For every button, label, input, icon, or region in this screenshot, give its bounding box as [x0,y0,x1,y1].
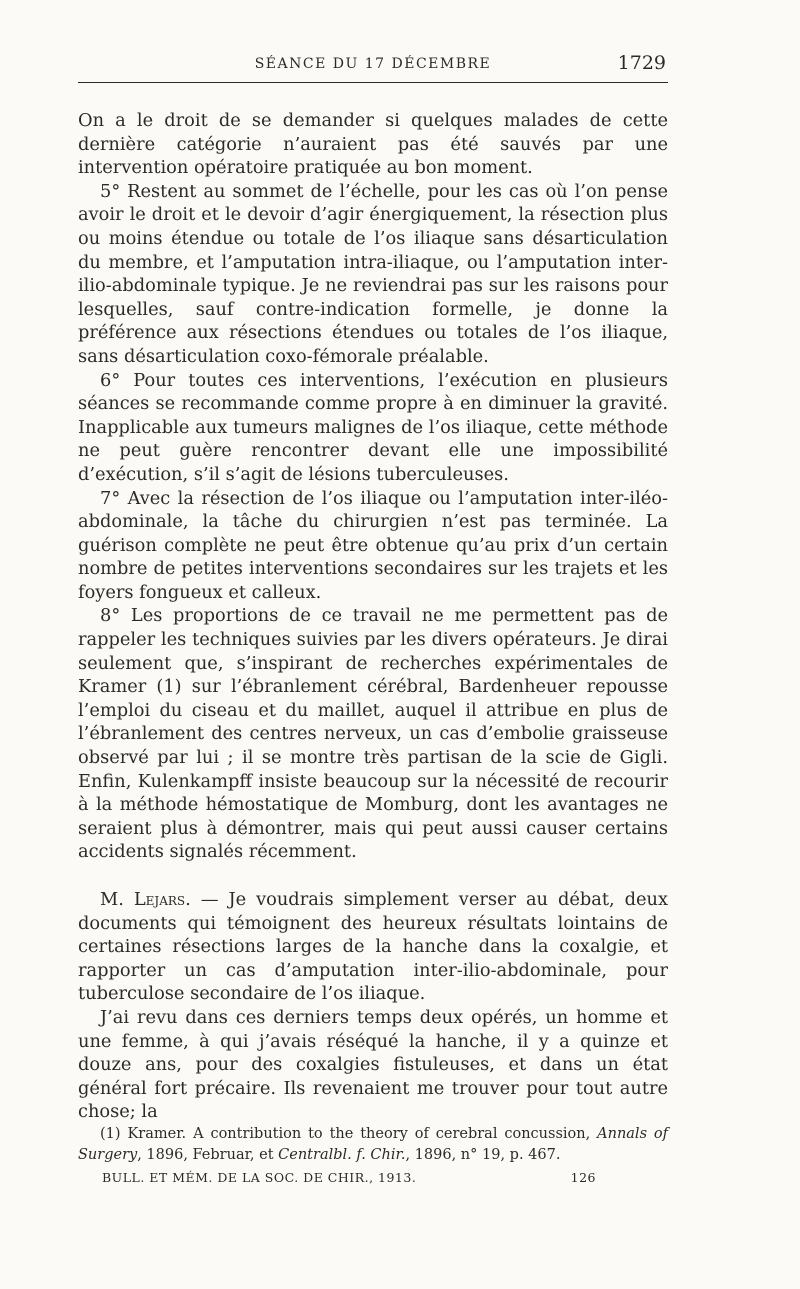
paragraph-1: On a le droit de se demander si quelques malades de cette dernière catégorie n’auraient pas été sauvés par une intervention opératoire pratiquée au bon moment. [78,110,668,179]
paragraph-lejars [78,888,668,1006]
running-head [78,52,668,83]
body-text [78,109,668,1124]
running-title: SÉANCE DU 17 DÉCEMBRE [254,56,492,72]
footnote-marker: (1) [100,1126,121,1142]
speaker-name: M. Lejars. [100,889,191,910]
footnote-journal-2: Centralbl. f. Chir. [278,1147,406,1163]
footnote-text-after: , 1896, n° 19, p. 467. [405,1147,561,1163]
paragraph-item-5: 5° Restent au sommet de l’échelle, pour les cas où l’on pense avoir le droit et le devoir d’agir énergiquement, la résection plus ou moins étendue ou totale de l’os iliaque sans désarticulation du membre, et l’amputation intra-iliaque, ou l’amputation inter-ilio-abdominale typique. Je ne reviendrai pas sur les raisons pour lesquelles, sauf contre-indication formelle, je donne la préférence aux résections étendues ou totales de l’os iliaque, sans désarticulation coxo-fémorale préalable. [78,180,668,367]
bulletin-reference: BULL. ET MÉM. DE LA SOC. DE CHIR., 1913. [102,1170,417,1185]
page-number: 1729 [617,52,666,74]
footnote-text-mid: , 1896, Februar, et [137,1147,274,1163]
paragraph-item-8: 8° Les proportions de ce travail ne me permettent pas de rappeler les techniques suivies par les divers opérateurs. Je dirai seulement que, s’inspirant de recherches expérimentales de Kramer (1) sur l’ébranlement cérébral, Bardenheuer repousse l’emploi du ciseau et du maillet, auquel il attribue en plus de l’ébranlement des centres nerveux, un cas d’embolie graisseuse observé par lui ; il se montre très partisan de la scie de Gigli. Enfin, Kulenkampff insiste beaucoup sur la nécessité de recourir à la méthode hémostatique de Momburg, dont les avantages ne seraient plus à démontrer, mais qui peut aussi causer certains accidents signalés récemment. [78,605,668,863]
footnote [78,1124,668,1166]
paragraph-item-7: 7° Avec la résection de l’os iliaque ou l’amputation inter-iléo-abdominale, la tâche du chirurgien n’est pas terminée. La guérison complète ne peut être obtenue qu’au prix d’un certain nombre de petites interventions secondaires sur les trajets et les foyers fongueux et calleux. [78,487,668,603]
paragraph-revu: J’ai revu dans ces derniers temps deux opérés, un homme et une femme, à qui j’avais réséqué la hanche, il y a quinze et douze ans, pour des coxalgies fistuleuses, et dans un état général fort précaire. Ils revenaient me trouver pour tout autre chose; la [78,1006,668,1123]
footnote-journal: Annals of Surgery [78,1126,669,1163]
paragraph-item-6: 6° Pour toutes ces interventions, l’exécution en plusieurs séances se recommande comme propre à en diminuer la gravité. Inapplicable aux tumeurs malignes de l’os iliaque, cette méthode ne peut guère rencontrer devant elle une impossibilité d’exécution, s’il s’agit de lésions tuberculeuses. [78,369,668,485]
speaker-text: — Je voudrais simplement verser au débat, deux documents qui témoignent des heureux résultats lointains de certaines résections larges de la hanche dans la coxalgie, et rapporter un cas d’amputation inter-ilio-abdominale, pour tuberculose secondaire de l’os iliaque. [78,889,668,1005]
signature-number: 126 [570,1170,596,1185]
footnote-text-before: Kramer. A contribution to the theory of cerebral concussion, [127,1126,591,1142]
